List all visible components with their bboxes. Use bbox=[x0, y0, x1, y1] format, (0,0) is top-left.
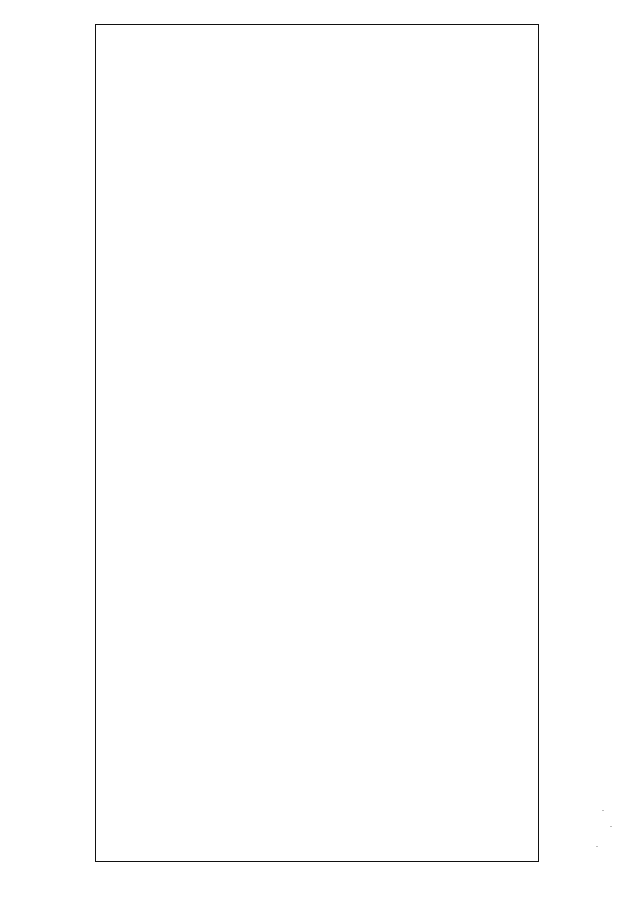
rotated-table bbox=[95, 24, 539, 862]
